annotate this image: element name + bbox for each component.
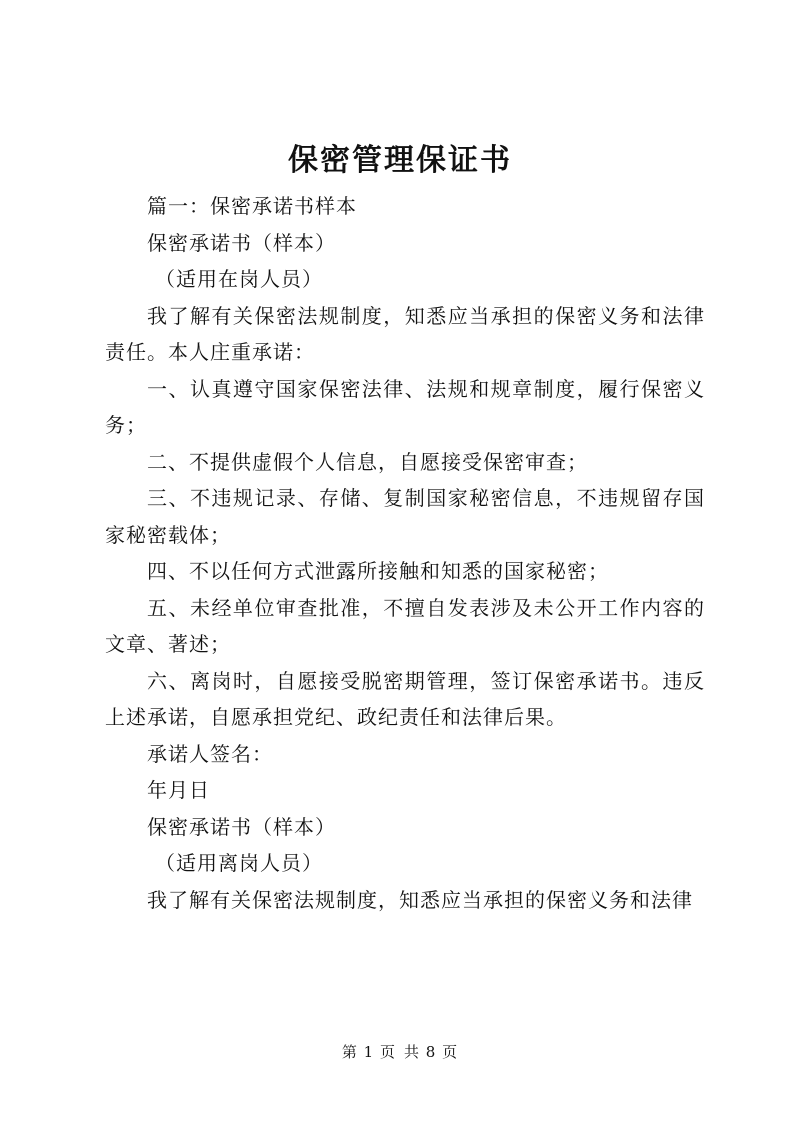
signature-label: 承诺人签名： <box>147 741 273 766</box>
applicability-note: （适用在岗人员） <box>155 267 323 291</box>
pledge-title: 保密承诺书（样本） <box>147 230 336 255</box>
pledge-item-3: 三、不违规记录、存储、复制国家秘密信息，不违规留存国家秘密载体； <box>105 486 705 547</box>
pledge-item-5: 五、未经单位审查批准，不擅自发表涉及未公开工作内容的文章、著述； <box>105 595 705 656</box>
pledge-intro: 我了解有关保密法规制度，知悉应当承担的保密义务和法律责任。本人庄重承诺： <box>105 303 705 364</box>
section-heading: 篇一：保密承诺书样本 <box>147 194 357 218</box>
pledge-title-2: 保密承诺书（样本） <box>147 814 336 839</box>
pledge-item-4: 四、不以任何方式泄露所接触和知悉的国家秘密； <box>147 559 609 583</box>
pledge-item-6: 六、离岗时，自愿接受脱密期管理，签订保密承诺书。违反上述承诺，自愿承担党纪、政纪责任和法律后果。 <box>105 668 705 729</box>
pledge-item-1: 一、认真遵守国家保密法律、法规和规章制度，履行保密义务； <box>105 376 705 437</box>
date-label: 年月日 <box>147 778 210 802</box>
page-number: 第 1 页 <box>341 1043 396 1061</box>
pledge-intro-2: 我了解有关保密法规制度，知悉应当承担的保密义务和法律 <box>147 887 693 912</box>
document-title: 保密管理保证书 <box>288 143 512 178</box>
pledge-item-2: 二、不提供虚假个人信息，自愿接受保密审查； <box>147 449 588 474</box>
page-footer <box>0 1040 800 1064</box>
document-body <box>105 188 705 918</box>
page-total: 共 8 页 <box>404 1043 459 1061</box>
applicability-note-2: （适用离岗人员） <box>155 851 323 875</box>
